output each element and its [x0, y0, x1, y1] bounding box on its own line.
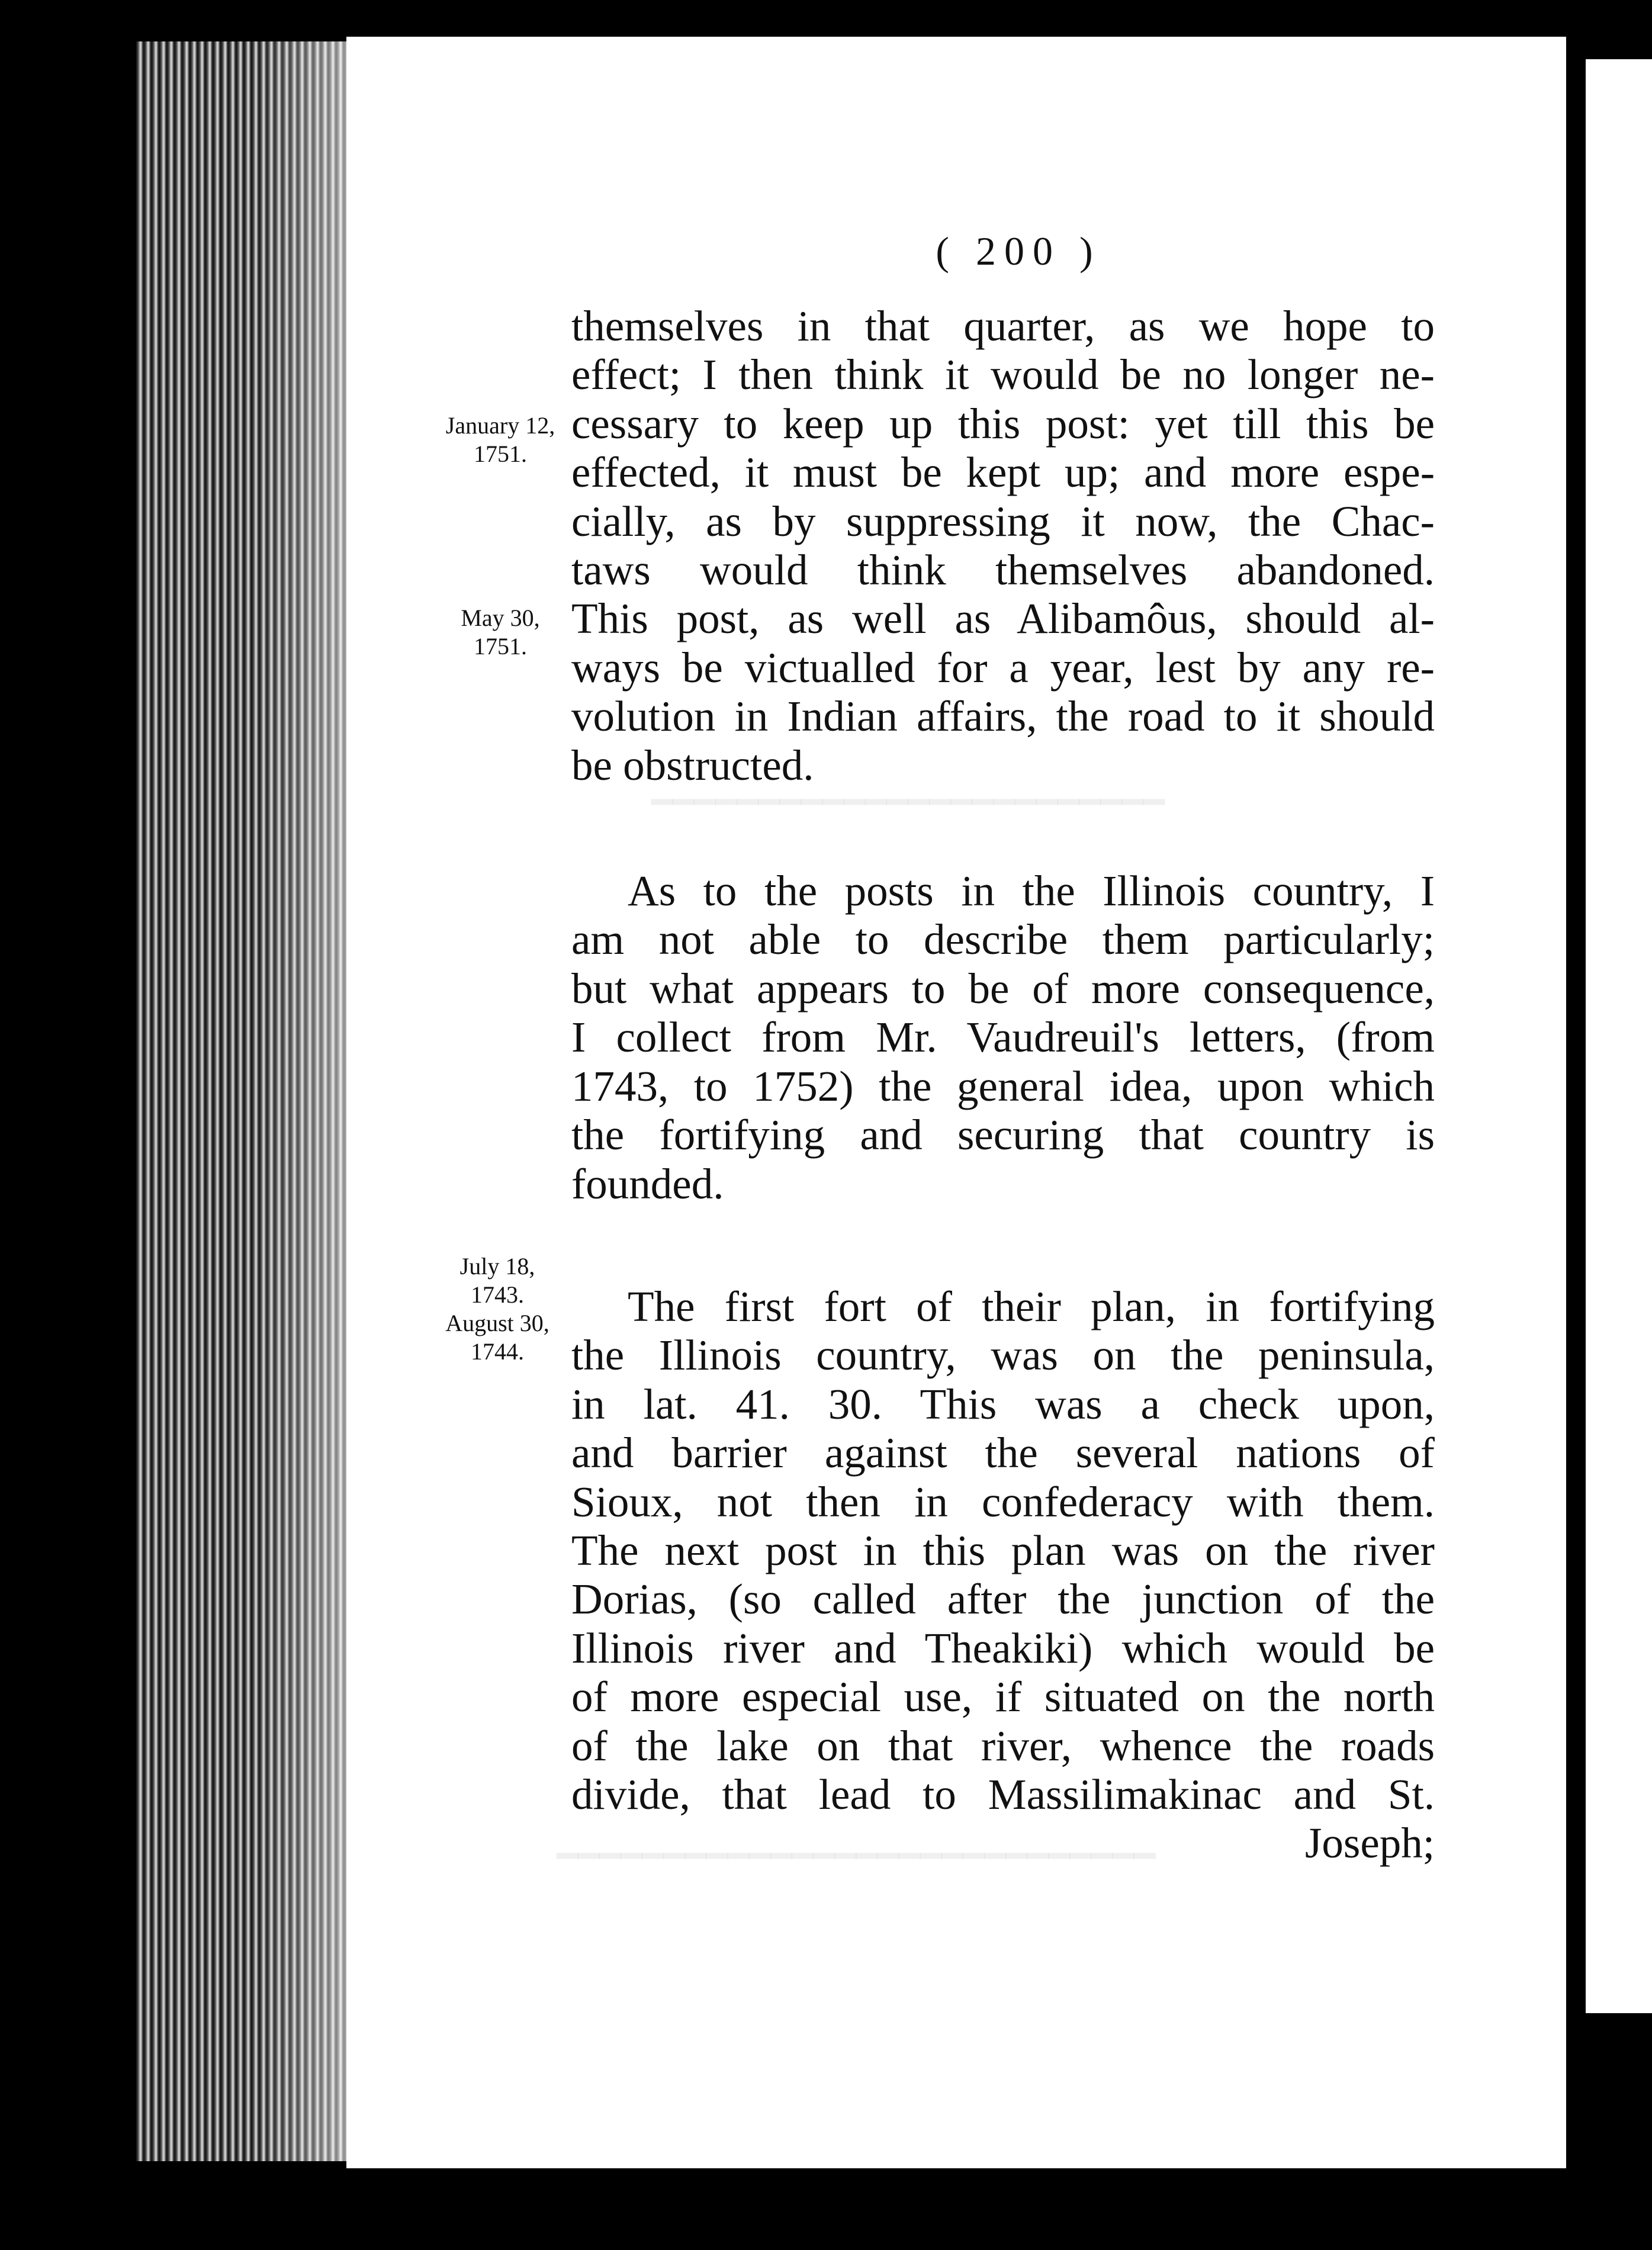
text-line: founded.	[571, 1159, 724, 1208]
margin-note-line: May 30,	[461, 605, 540, 631]
margin-note-line: August 30,	[445, 1310, 549, 1336]
paragraph-continuation	[571, 302, 1435, 790]
margin-note-july-1743	[426, 1252, 568, 1366]
margin-note-line: 1743.	[471, 1281, 524, 1308]
text-line: effect; I then think it would be no longer ne-	[571, 351, 1435, 399]
text-line: taws would think themselves abandoned.	[571, 546, 1435, 594]
margin-note-line: July 18,	[459, 1253, 535, 1280]
text-line: divide, that lead to Massilimakinac and St.	[571, 1770, 1435, 1818]
page-gutter	[1566, 47, 1584, 2149]
text-line: I collect from Mr. Vaudreuil's letters, (from	[571, 1013, 1435, 1062]
catchword: Joseph;	[1305, 1819, 1435, 1867]
text-line: be obstructed.	[571, 741, 814, 789]
text-line: of the lake on that river, whence the roads	[571, 1721, 1435, 1770]
text-line: in lat. 41. 30. This was a check upon,	[571, 1380, 1435, 1428]
text-line: but what appears to be of more consequence,	[571, 964, 1435, 1012]
text-line: Illinois river and Theakiki) which would be	[571, 1624, 1435, 1672]
facing-page-edge	[1586, 59, 1652, 2013]
paragraph-gap	[571, 790, 1435, 867]
margin-note-line: 1744.	[471, 1338, 524, 1365]
margin-note-line: January 12,	[445, 412, 555, 439]
text-line: effected, it must be kept up; and more espe-	[571, 448, 1435, 497]
bleed-through-mark: ━━━━━━━━━━━━━━━━━━━━━━━━━━━━	[557, 1837, 1156, 1876]
page-number: ( 200 )	[936, 229, 1101, 274]
text-line: Dorias, (so called after the junction of the	[571, 1575, 1435, 1624]
text-line: cially, as by suppressing it now, the Chac-	[571, 497, 1435, 545]
paragraph-illinois-posts	[571, 867, 1435, 1208]
text-line: 1743, to 1752) the general idea, upon which	[571, 1062, 1435, 1110]
text-line: the fortifying and securing that country is	[571, 1111, 1435, 1159]
text-line: themselves in that quarter, as we hope to	[571, 302, 1435, 350]
book-spine-shadow	[255, 41, 349, 2161]
body-text	[571, 302, 1435, 1868]
text-line: am not able to describe them particularly;	[571, 915, 1435, 964]
paragraph-gap	[571, 1208, 1435, 1282]
margin-note-line: 1751.	[474, 441, 527, 467]
text-line: As to the posts in the Illinois country, I	[628, 867, 1435, 915]
text-line: Sioux, not then in confederacy with them.	[571, 1477, 1435, 1526]
text-line: of more especial use, if situated on the north	[571, 1673, 1435, 1721]
margin-note-line: 1751.	[474, 633, 527, 660]
text-line: the Illinois country, was on the peninsula,	[571, 1331, 1435, 1380]
text-line: and barrier against the several nations of	[571, 1429, 1435, 1477]
text-line: The first fort of their plan, in fortifying	[628, 1282, 1435, 1330]
text-line: volution in Indian affairs, the road to it should	[571, 692, 1435, 741]
margin-note-may-1751	[429, 604, 571, 661]
paragraph-first-fort	[571, 1282, 1435, 1819]
text-line: cessary to keep up this post: yet till this be	[571, 399, 1435, 448]
text-line: ways be victualled for a year, lest by any re-	[571, 643, 1435, 692]
text-line: The next post in this plan was on the river	[571, 1526, 1435, 1574]
bleed-through-mark: ━━━━━━━━━━━━━━━━━━━━━━━━	[651, 783, 1165, 822]
margin-note-january-1751	[429, 412, 571, 468]
text-line: This post, as well as Alibamôus, should al-	[571, 594, 1435, 643]
